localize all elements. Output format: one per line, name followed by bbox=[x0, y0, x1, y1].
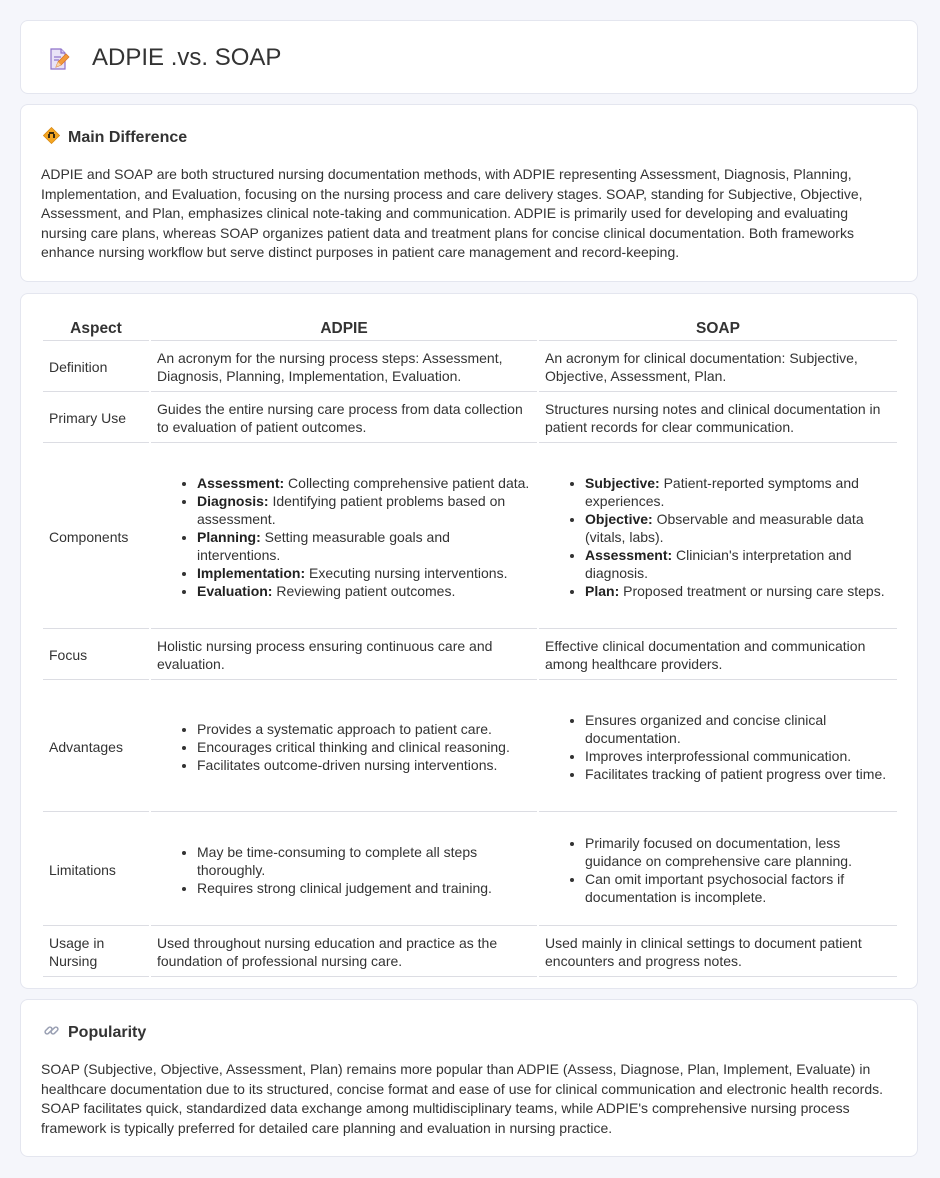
document-pencil-icon bbox=[47, 47, 71, 76]
list-item: • Objective: Observable and measurable data (vitals, labs). bbox=[585, 510, 891, 546]
table-header-row bbox=[43, 316, 897, 341]
header-aspect: Aspect bbox=[43, 316, 149, 341]
list-item: • May be time-consuming to complete all steps thoroughly. bbox=[197, 843, 531, 879]
aspect-cell: Focus bbox=[43, 631, 149, 680]
list-item: • Diagnosis: Identifying patient problems based on assessment. bbox=[197, 492, 531, 528]
soap-cell bbox=[539, 682, 897, 812]
popularity-title: Popularity bbox=[68, 1024, 147, 1041]
table-row bbox=[43, 343, 897, 392]
adpie-cell: Used throughout nursing education and practice as the foundation of professional nursing care. bbox=[151, 928, 537, 977]
soap-cell bbox=[539, 814, 897, 926]
comparison-table bbox=[41, 314, 899, 979]
aspect-cell: Definition bbox=[43, 343, 149, 392]
main-difference-heading bbox=[43, 127, 187, 149]
header-card bbox=[20, 20, 918, 94]
popularity-heading bbox=[43, 1022, 146, 1044]
list-item: • Subjective: Patient-reported symptoms and experiences. bbox=[585, 474, 891, 510]
list-item: • Assessment: Clinician's interpretation and diagnosis. bbox=[585, 546, 891, 582]
table-row bbox=[43, 814, 897, 926]
diamond-sign-icon bbox=[43, 127, 60, 149]
page-title: ADPIE .vs. SOAP bbox=[92, 44, 282, 71]
list-item: • Plan: Proposed treatment or nursing care steps. bbox=[585, 582, 891, 600]
list-item: • Planning: Setting measurable goals and interventions. bbox=[197, 528, 531, 564]
soap-cell: Used mainly in clinical settings to document patient encounters and progress notes. bbox=[539, 928, 897, 977]
adpie-advantages-list bbox=[157, 720, 531, 774]
list-item: • Primarily focused on documentation, less guidance on comprehensive care planning. bbox=[585, 834, 891, 870]
aspect-cell: Advantages bbox=[43, 682, 149, 812]
list-item: • Improves interprofessional communication. bbox=[585, 747, 891, 765]
adpie-cell bbox=[151, 682, 537, 812]
soap-cell: An acronym for clinical documentation: Subjective, Objective, Assessment, Plan. bbox=[539, 343, 897, 392]
soap-limitations-list bbox=[545, 834, 891, 906]
link-icon bbox=[43, 1022, 60, 1044]
soap-cell: Effective clinical documentation and communication among healthcare providers. bbox=[539, 631, 897, 680]
main-difference-title: Main Difference bbox=[68, 129, 188, 146]
adpie-cell: Guides the entire nursing care process from data collection to evaluation of patient outcomes. bbox=[151, 394, 537, 443]
adpie-cell: Holistic nursing process ensuring continuous care and evaluation. bbox=[151, 631, 537, 680]
adpie-components-list bbox=[157, 474, 531, 600]
adpie-cell bbox=[151, 445, 537, 629]
table-row bbox=[43, 682, 897, 812]
list-item: • Requires strong clinical judgement and training. bbox=[197, 879, 531, 897]
header-adpie: ADPIE bbox=[151, 316, 537, 341]
main-difference-card bbox=[20, 104, 918, 282]
main-difference-text: ADPIE and SOAP are both structured nursing documentation methods, with ADPIE representing Assessment, Diagnosis, Planning, Implementation, and Evaluation, focusing on the nursing process and care delivery stages. SOAP, standing for Subjective, Objective, Assessment, and Plan, emphasizes clinical note-taking and communication. ADPIE is primarily used for developing and evaluating nursing care plans, whereas SOAP organizes patient data and treatment plans for concise clinical documentation. Both frameworks enhance nursing workflow but serve distinct purposes in patient care management and record-keeping. bbox=[41, 166, 863, 260]
table-row bbox=[43, 631, 897, 680]
aspect-cell: Limitations bbox=[43, 814, 149, 926]
list-item: • Assessment: Collecting comprehensive patient data. bbox=[197, 474, 531, 492]
soap-components-list bbox=[545, 474, 891, 600]
list-item: • Can omit important psychosocial factors if documentation is incomplete. bbox=[585, 870, 891, 906]
adpie-cell bbox=[151, 814, 537, 926]
soap-cell: Structures nursing notes and clinical documentation in patient records for clear communication. bbox=[539, 394, 897, 443]
soap-cell bbox=[539, 445, 897, 629]
aspect-cell: Components bbox=[43, 445, 149, 629]
header-soap: SOAP bbox=[539, 316, 897, 341]
table-row bbox=[43, 928, 897, 977]
comparison-table-card bbox=[20, 293, 918, 989]
soap-advantages-list bbox=[545, 711, 891, 783]
aspect-cell: Usage in Nursing bbox=[43, 928, 149, 977]
adpie-cell: An acronym for the nursing process steps: Assessment, Diagnosis, Planning, Implementation, Evaluation. bbox=[151, 343, 537, 392]
aspect-cell: Primary Use bbox=[43, 394, 149, 443]
popularity-text: SOAP (Subjective, Objective, Assessment, Plan) remains more popular than ADPIE (Assess, Diagnose, Plan, Implement, Evaluate) in healthcare documentation due to its structured, concise format and ease of use for clinical communication and electronic health records. SOAP facilitates quick, standardized data exchange among multidisciplinary teams, while ADPIE's comprehensive nursing process framework is typically preferred for detailed care planning and evaluation in nursing practice. bbox=[41, 1061, 884, 1136]
list-item: • Facilitates outcome-driven nursing interventions. bbox=[197, 756, 531, 774]
list-item: • Facilitates tracking of patient progress over time. bbox=[585, 765, 891, 783]
list-item: • Implementation: Executing nursing interventions. bbox=[197, 564, 531, 582]
list-item: • Evaluation: Reviewing patient outcomes. bbox=[197, 582, 531, 600]
list-item: • Provides a systematic approach to patient care. bbox=[197, 720, 531, 738]
adpie-limitations-list bbox=[157, 843, 531, 897]
list-item: • Encourages critical thinking and clinical reasoning. bbox=[197, 738, 531, 756]
table-row bbox=[43, 445, 897, 629]
popularity-card bbox=[20, 999, 918, 1157]
list-item: • Ensures organized and concise clinical documentation. bbox=[585, 711, 891, 747]
table-row bbox=[43, 394, 897, 443]
